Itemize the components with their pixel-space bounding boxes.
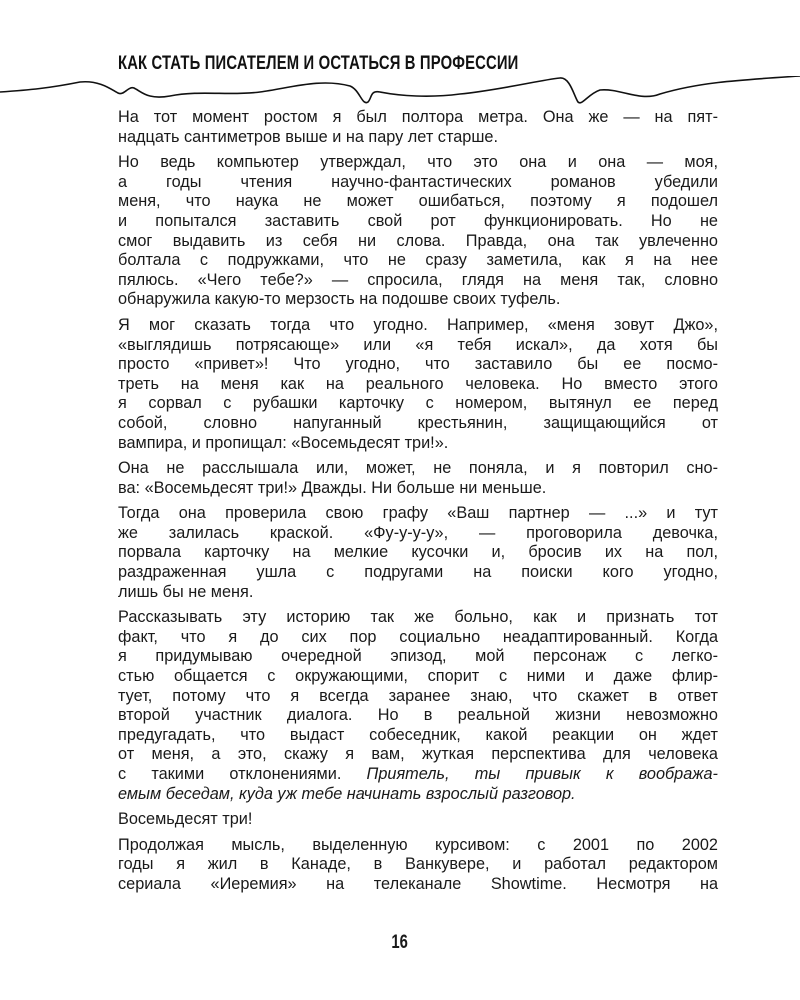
paragraph xyxy=(118,504,718,602)
text-line: На тот момент ростом я был полтора метра. Она же — на пят- xyxy=(118,108,718,126)
text-line: Я мог сказать тогда что угодно. Например, «меня зовут Джо», xyxy=(118,315,718,334)
paragraph xyxy=(118,108,718,147)
running-head-title: КАК СТАТЬ ПИСАТЕЛЕМ И ОСТАТЬСЯ В ПРОФЕССИИ xyxy=(118,53,519,74)
text-line: Но ведь компьютер утверждал, что это она и она — моя, xyxy=(118,153,718,172)
text-line: я сорвал с рубашки карточку с номером, вытянул ее перед xyxy=(118,394,718,413)
text-line xyxy=(118,765,718,785)
text-line: я придумываю очередной эпизод, мой персонаж с легко- xyxy=(118,647,718,666)
text-line: Рассказывать эту историю так же больно, как и признать тот xyxy=(118,608,718,627)
page-number-text: 16 xyxy=(391,932,409,953)
text-line: Она не расслышала или, может, не поняла, и я повторил сно- xyxy=(118,459,718,478)
text-line: просто «привет»! Что угодно, что заставило бы ее посмо- xyxy=(118,355,718,374)
text-line: лишь бы не меня. xyxy=(118,582,254,601)
roman-text: с такими отклонениями. xyxy=(118,765,367,783)
text-line: Тогда она проверила свою графу «Ваш партнер — ...» и тут xyxy=(118,504,718,523)
text-line: предугадать, что выдаст собеседник, какой реакции он ждет xyxy=(118,725,718,744)
text-line: Восемьдесят три! xyxy=(118,810,253,829)
text-line: «выглядишь потрясающе» или «я тебя искал», да хотя бы xyxy=(118,335,718,354)
text-line: Продолжая мысль, выделенную курсивом: с 2001 по 2002 xyxy=(118,835,718,854)
text-line: порвала карточку на мелкие кусочки и, бросив их на пол, xyxy=(118,543,718,562)
text-line: стью общается с окружающими, спорит с ними и даже флир- xyxy=(118,667,718,686)
body-text xyxy=(118,108,718,901)
italic-text: Приятель, ты привык к вообража- xyxy=(366,765,718,783)
text-line: ва: «Восемьдесят три!» Дважды. Ни больше ни меньше. xyxy=(118,478,547,497)
text-line: тует, потому что я всегда заранее знаю, что скажет в ответ xyxy=(118,686,718,705)
text-line: годы я жил в Канаде, в Ванкувере, и работал редактором xyxy=(118,855,718,874)
text-line: смог выдавить из себя ни слова. Правда, она так увлеченно xyxy=(118,231,718,250)
paragraph xyxy=(118,810,718,830)
text-line: от меня, а это, скажу я вам, жуткая перспектива для человека xyxy=(118,745,718,764)
paragraph xyxy=(118,153,718,310)
paragraph xyxy=(118,459,718,498)
text-line: обнаружила какую-то мерзость на подошве своих туфель. xyxy=(118,290,561,309)
text-line: же залилась краской. «Фу-у-у-у», — проговорила девочка, xyxy=(118,523,718,542)
text-line: треть на меня как на реального человека. Но вместо этого xyxy=(118,374,718,393)
text-line: сериала «Иеремия» на телеканале Showtime. Несмотря на xyxy=(118,874,718,893)
paragraph xyxy=(118,836,718,895)
text-line: вампира, и пропищал: «Восемьдесят три!». xyxy=(118,433,449,452)
paragraph xyxy=(118,316,718,453)
wavy-divider-line xyxy=(0,76,800,112)
text-line: собой, словно напуганный крестьянин, защищающийся от xyxy=(118,413,718,432)
text-line: второй участник диалога. Но в реальной жизни невозможно xyxy=(118,706,718,725)
text-line: надцать сантиметров выше и на пару лет старше. xyxy=(118,127,498,146)
text-line xyxy=(118,785,718,805)
text-line: и попытался заставить свой рот функционировать. Но не xyxy=(118,211,718,230)
text-line: раздраженная ушла с подругами на поиски кого угодно, xyxy=(118,563,718,582)
paragraph xyxy=(118,608,718,804)
italic-text: емым беседам, куда уж тебе начинать взрослый разговор. xyxy=(118,784,576,803)
text-line: а годы чтения научно-фантастических романов убедили xyxy=(118,172,718,191)
text-line: факт, что я до сих пор социально неадаптированный. Когда xyxy=(118,627,718,646)
text-line: болтала с подружками, что не сразу заметила, как я на нее xyxy=(118,251,718,270)
page-number xyxy=(0,932,800,954)
text-line: меня, что наука не может ошибаться, поэтому я подошел xyxy=(118,192,718,211)
text-line: пялюсь. «Чего тебе?» — спросила, глядя на меня так, словно xyxy=(118,270,718,289)
